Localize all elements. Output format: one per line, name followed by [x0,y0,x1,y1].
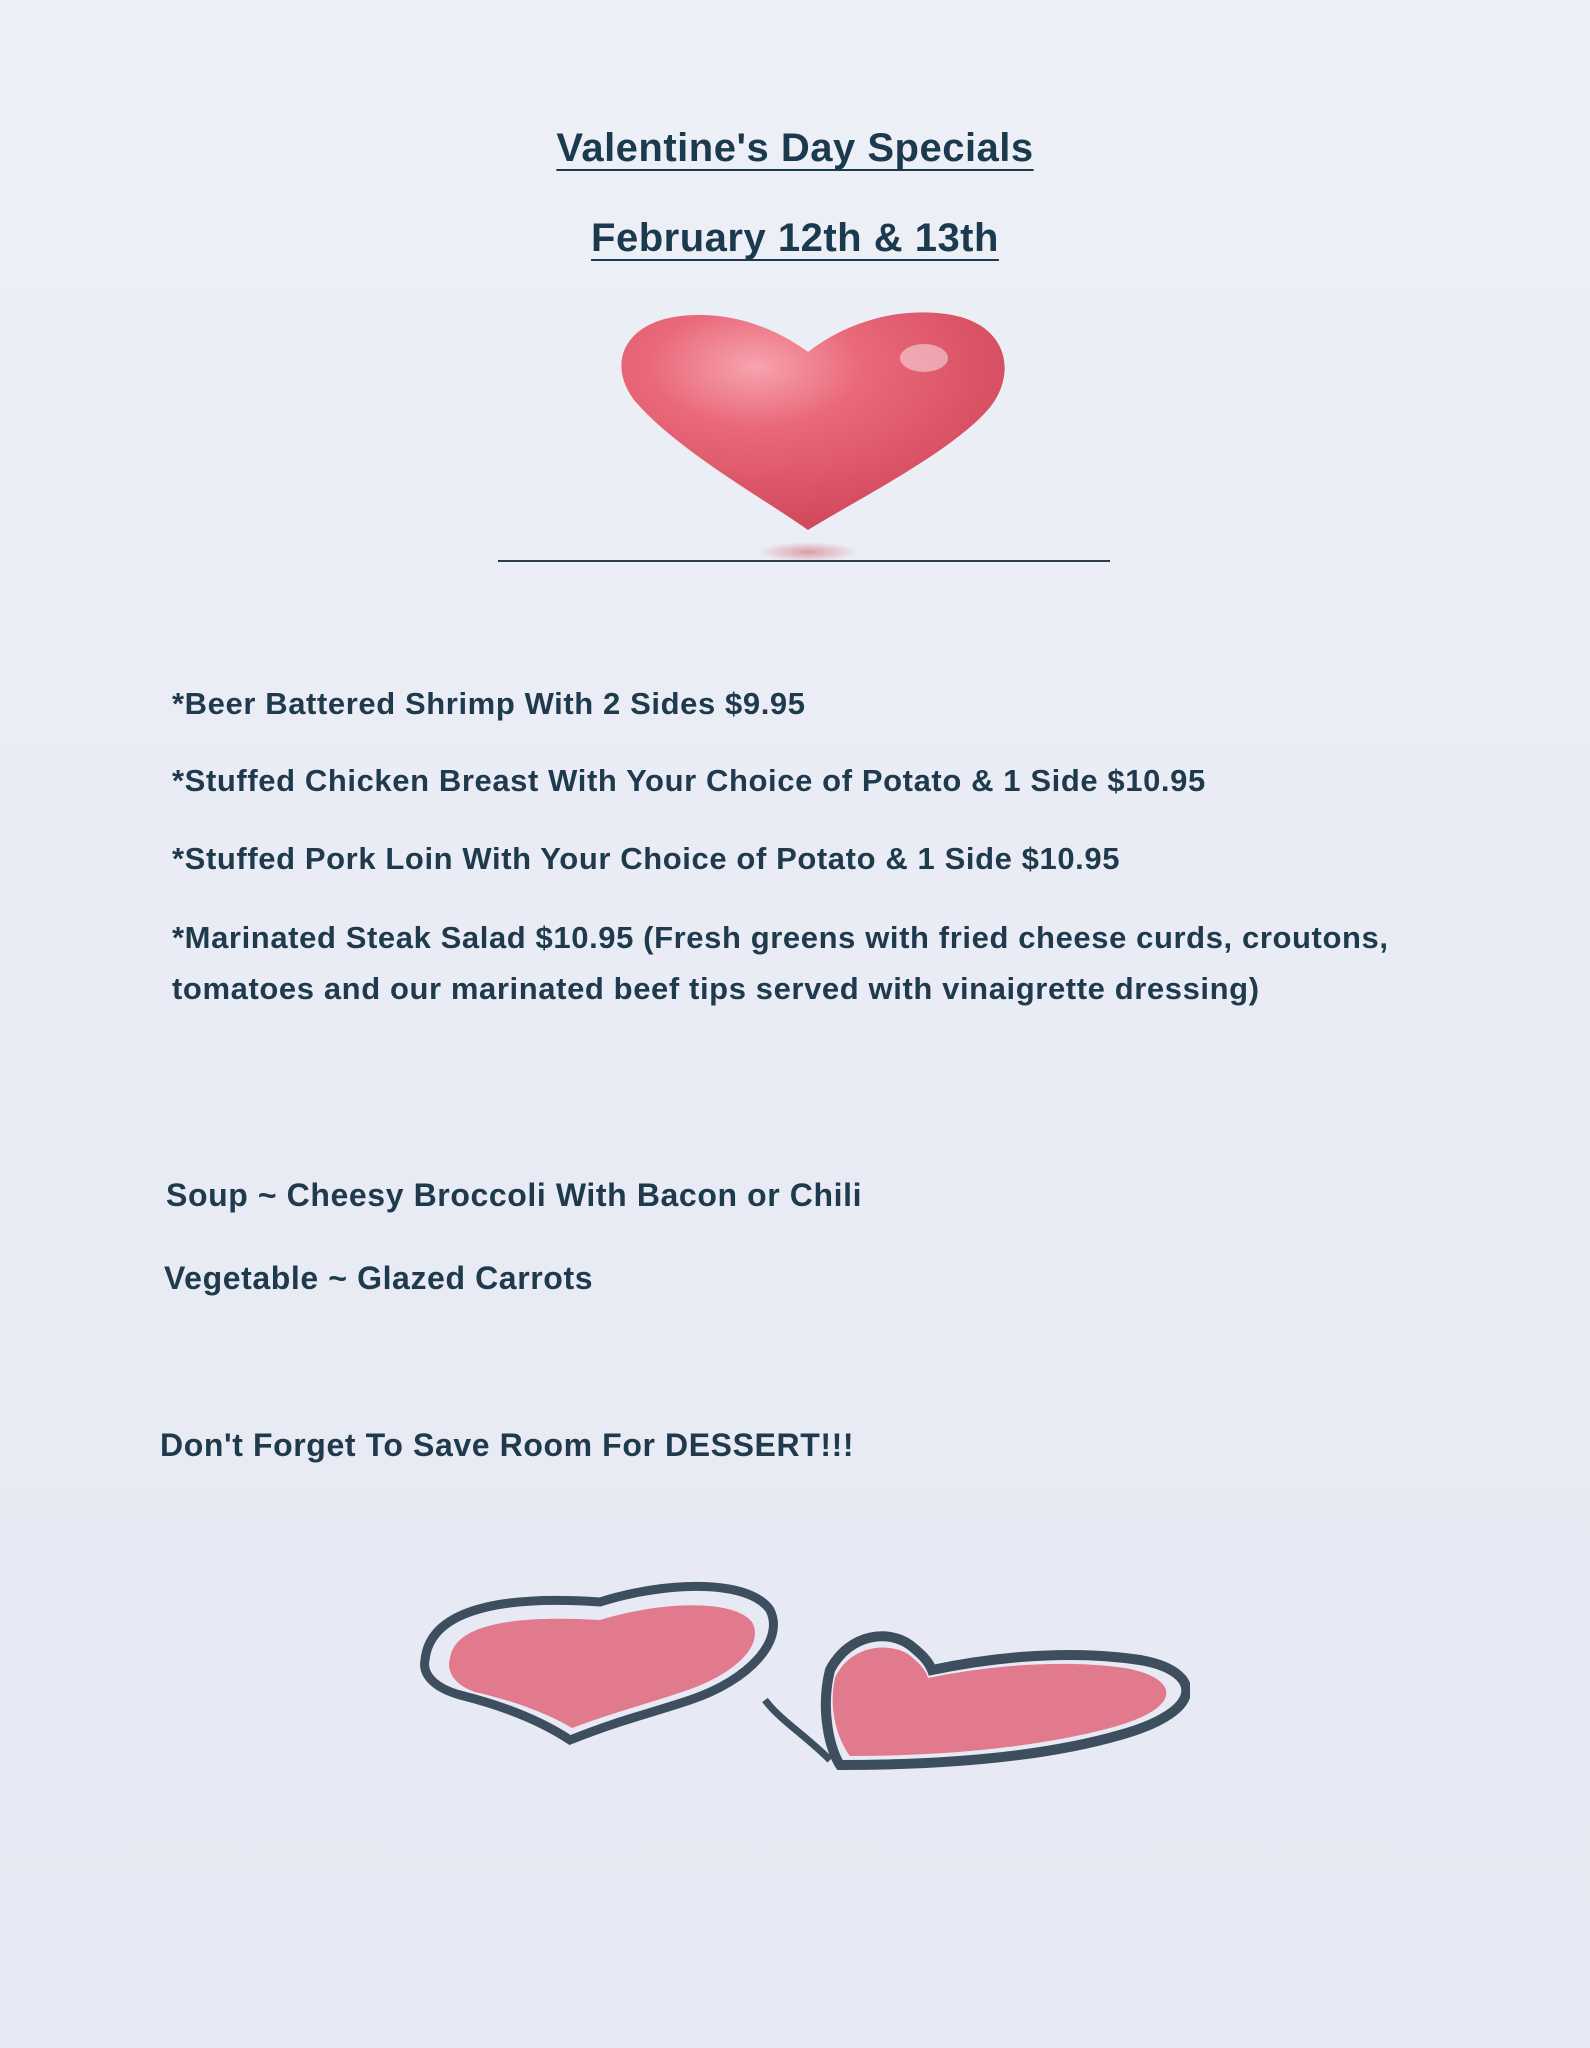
double-hearts-icon [420,1570,1190,1840]
special-item-chicken: *Stuffed Chicken Breast With Your Choice of Potato & 1 Side $10.95 [172,763,1206,798]
heart-icon [586,300,1026,580]
page-title: Valentine's Day Specials [556,126,1034,170]
date-subtitle: February 12th & 13th [591,216,999,260]
dessert-reminder: Don't Forget To Save Room For DESSERT!!! [160,1427,855,1463]
special-item-steak-salad: *Marinated Steak Salad $10.95 (Fresh greens with fried cheese curds, croutons, tomatoes and our marinated beef tips served with vinaigrette dressing) [172,920,1389,1006]
special-item-shrimp: *Beer Battered Shrimp With 2 Sides $9.95 [172,686,806,721]
soup-line: Soup ~ Cheesy Broccoli With Bacon or Chili [166,1177,863,1213]
vegetable-line: Vegetable ~ Glazed Carrots [164,1260,594,1296]
divider-line [498,560,1110,562]
special-item-pork: *Stuffed Pork Loin With Your Choice of Potato & 1 Side $10.95 [172,841,1121,876]
